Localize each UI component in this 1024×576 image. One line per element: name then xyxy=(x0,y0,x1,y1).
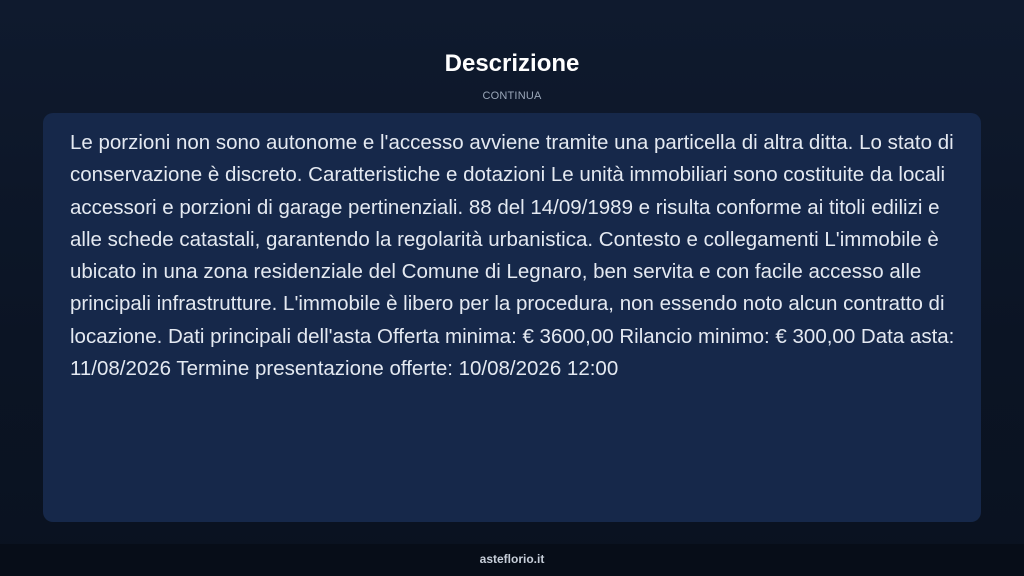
footer xyxy=(0,544,1024,576)
page-subtitle: CONTINUA xyxy=(482,90,542,102)
header xyxy=(0,48,1024,103)
page-title: Descrizione xyxy=(444,50,580,77)
description-card xyxy=(43,113,981,522)
footer-site-name: asteflorio.it xyxy=(479,552,545,566)
description-text: Le porzioni non sono autonome e l'accesso avviene tramite una particella di altra ditta. Lo stato di conservazione è discreto. Caratteristiche e dotazioni Le unità immobiliari sono costituite da locali accessori e porzioni di garage pertinenziali. 88 del 14/09/1989 e risulta conforme ai titoli edilizi e alle schede catastali, garantendo la regolarità urbanistica. Contesto e collegamenti L'immobile è ubicato in una zona residenziale del Comune di Legnaro, ben servita e con facile accesso alle principali infrastrutture. L'immobile è libero per la procedura, non essendo noto alcun contratto di locazione. Dati principali dell'asta Offerta minima: € 3600,00 Rilancio minimo: € 300,00 Data asta: 11/08/2026 Termine presentazione offerte: 10/08/2026 12:00 xyxy=(70,131,955,381)
